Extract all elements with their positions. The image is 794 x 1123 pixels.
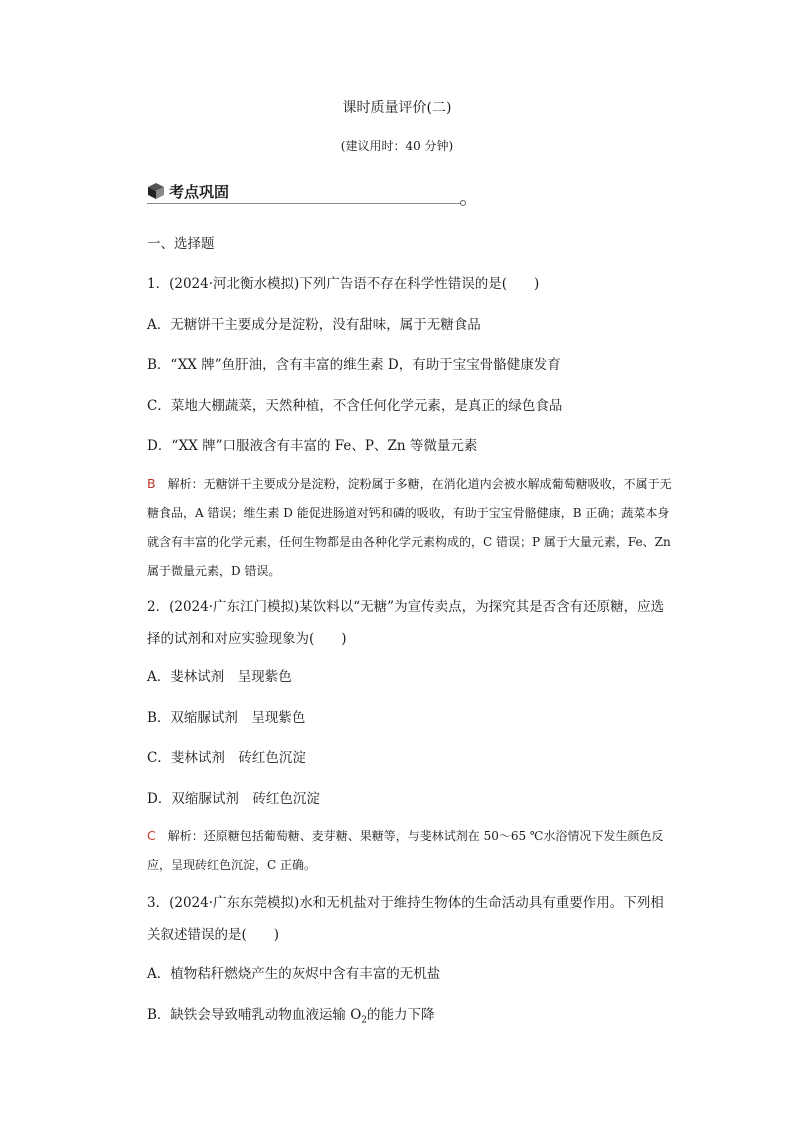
q1-option-c: C．菜地大棚蔬菜，天然种植，不含任何化学元素，是真正的绿色食品: [147, 398, 563, 414]
q2-answer-letter: C: [147, 828, 156, 843]
q2-option-c: C．斐林试剂 砖红色沉淀: [147, 750, 306, 766]
section-title: 考点巩固: [169, 183, 230, 201]
q2-stem: 2．(2024·广东江门模拟)某饮料以“无糖”为宣传卖点，为探究其是否含有还原糖，应选择的试剂和对应实验现象为( ): [147, 599, 665, 647]
q1-stem: 1．(2024·河北衡水模拟)下列广告语不存在科学性错误的是( ): [147, 276, 540, 292]
q3-stem: 3．(2024·广东东莞模拟)水和无机盐对于维持生物体的生命活动具有重要作用。下列相关叙述错误的是( ): [147, 895, 664, 943]
q1-option-b: B．“XX 牌”鱼肝油，含有丰富的维生素 D，有助于宝宝骨骼健康发育: [147, 357, 561, 373]
q1-option-a: A．无糖饼干主要成分是淀粉，没有甜味，属于无糖食品: [147, 317, 481, 333]
q1-option-d: D．“XX 牌”口服液含有丰富的 Fe、P、Zn 等微量元素: [147, 438, 478, 454]
q2-option-b: B．双缩脲试剂 呈现紫色: [147, 710, 306, 726]
q3-option-b-text: B．缺铁会导致哺乳动物血液运输 O: [147, 1007, 362, 1023]
q1-analysis-text: 解析：无糖饼干主要成分是淀粉，淀粉属于多糖，在消化道内会被水解成葡萄糖吸收，不属于无糖食品，A 错误；维生素 D 能促进肠道对钙和磷的吸收，有助于宝宝骨骼健康，B 正确；蔬菜本身就含有丰富的化学元素，任何生物都是由各种化学元素构成的，C 错误；P 属于大量元素，Fe、Zn 属于微量元素，D 错误。: [147, 477, 672, 578]
divider-end-dot: [460, 200, 466, 206]
q2-answer-analysis: [147, 821, 675, 880]
q2-analysis-text: 解析：还原糖包括葡萄糖、麦芽糖、果糖等，与斐林试剂在 50～65 ℃水浴情况下发生颜色反应，呈现砖红色沉淀，C 正确。: [147, 829, 664, 872]
suggested-time: (建议用时：40 分钟): [340, 139, 454, 153]
part-heading: 一、选择题: [147, 236, 215, 252]
section-divider: [147, 203, 463, 204]
q3-option-a: A．植物秸秆燃烧产生的灰烬中含有丰富的无机盐: [147, 966, 441, 982]
cube-icon: [147, 182, 165, 200]
q2-option-d: D．双缩脲试剂 砖红色沉淀: [147, 791, 320, 807]
q3-option-b: [147, 1003, 435, 1026]
q2-option-a: A．斐林试剂 呈现紫色: [147, 669, 292, 685]
section-heading: [147, 181, 229, 202]
q1-answer-letter: B: [147, 476, 156, 491]
page-title: 课时质量评价(二): [342, 100, 452, 116]
q3-option-b-text-end: 的能力下降: [367, 1007, 435, 1023]
q3-option-b-subscript: 2: [361, 1015, 368, 1026]
q1-answer-analysis: [147, 469, 675, 586]
